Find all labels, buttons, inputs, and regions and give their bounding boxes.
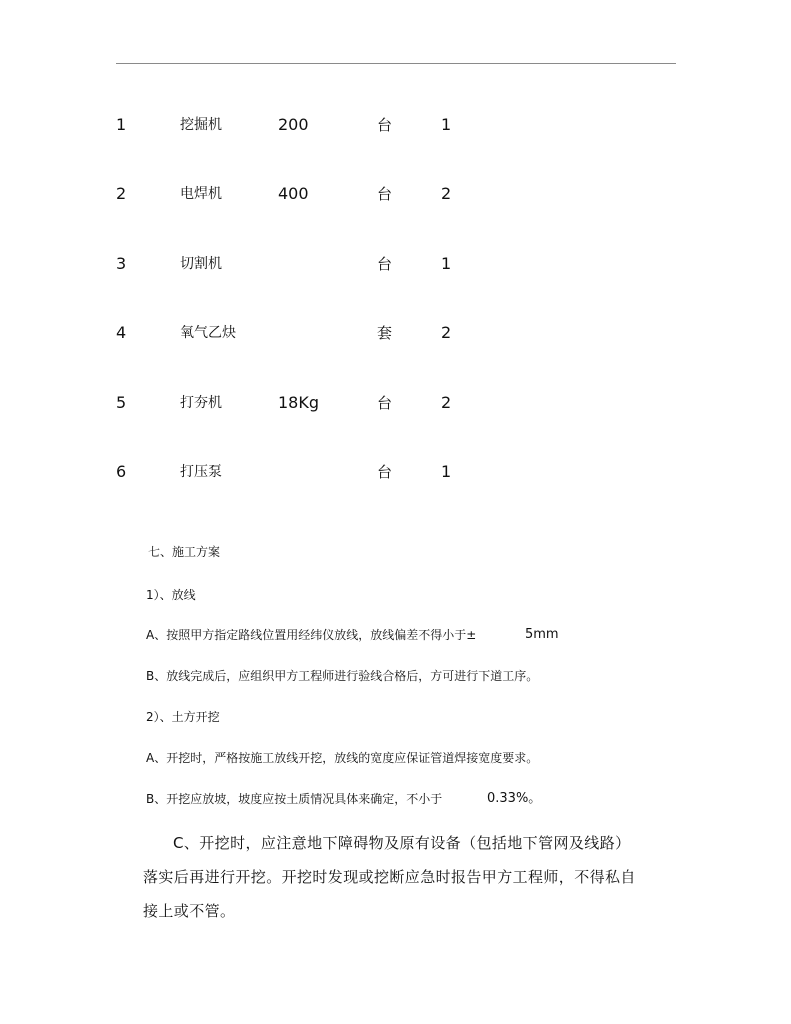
equipment-unit: 台 (377, 463, 393, 481)
row-number: 1 (116, 115, 127, 134)
slope-value: 0.33%。 (487, 791, 542, 806)
paragraph-c2 (143, 826, 643, 928)
equipment-unit: 台 (377, 394, 393, 412)
row-number: 2 (116, 184, 127, 203)
tolerance-value: 5mm (525, 627, 559, 642)
table-row (0, 182, 791, 206)
paragraph-a2: A、开挖时，严格按施工放线开挖，放线的宽度应保证管道焊接宽度要求。 (146, 751, 539, 765)
equipment-unit: 套 (377, 324, 393, 342)
equipment-unit: 台 (377, 255, 393, 273)
equipment-spec: 400 (278, 184, 309, 203)
paragraph-b2-text: B、开挖应放坡，坡度应按土质情况具体来确定，不小于 (146, 792, 443, 806)
paragraph-a1-text: A、按照甲方指定路线位置用经纬仪放线，放线偏差不得小于± (146, 628, 477, 642)
table-row (0, 391, 791, 415)
equipment-name: 挖掘机 (180, 117, 222, 133)
equipment-qty: 2 (441, 184, 452, 203)
row-number: 4 (116, 323, 127, 342)
row-number: 6 (116, 462, 127, 481)
equipment-unit: 台 (377, 116, 393, 134)
row-number: 5 (116, 393, 127, 412)
subsection-heading: 2）、土方开挖 (146, 710, 220, 724)
paragraph-b1: B、放线完成后，应组织甲方工程师进行验线合格后，方可进行下道工序。 (146, 669, 539, 683)
subsection-heading: 1）、放线 (146, 588, 196, 602)
equipment-qty: 2 (441, 323, 452, 342)
equipment-qty: 2 (441, 393, 452, 412)
row-number: 3 (116, 254, 127, 273)
table-row (0, 460, 791, 484)
equipment-name: 打夯机 (180, 395, 222, 411)
equipment-qty: 1 (441, 462, 452, 481)
equipment-name: 电焊机 (180, 186, 222, 202)
equipment-spec: 200 (278, 115, 309, 134)
paragraph-a1 (146, 625, 626, 645)
paragraph-c2-text: C、开挖时，应注意地下障碍物及原有设备（包括地下管网及线路）落实后再进行开挖。开挖时发现或挖断应急时报告甲方工程师，不得私自接上或不管。 (143, 834, 636, 920)
table-row (0, 113, 791, 137)
equipment-name: 氧气乙炔 (180, 325, 236, 341)
table-row (0, 252, 791, 276)
header-rule (116, 63, 676, 64)
equipment-name: 打压泵 (180, 464, 222, 480)
table-row (0, 321, 791, 345)
equipment-spec: 18Kg (278, 393, 320, 412)
equipment-qty: 1 (441, 115, 452, 134)
equipment-unit: 台 (377, 185, 393, 203)
paragraph-b2 (146, 789, 566, 809)
equipment-name: 切割机 (180, 256, 222, 272)
equipment-qty: 1 (441, 254, 452, 273)
section-heading: 七、施工方案 (148, 545, 221, 559)
